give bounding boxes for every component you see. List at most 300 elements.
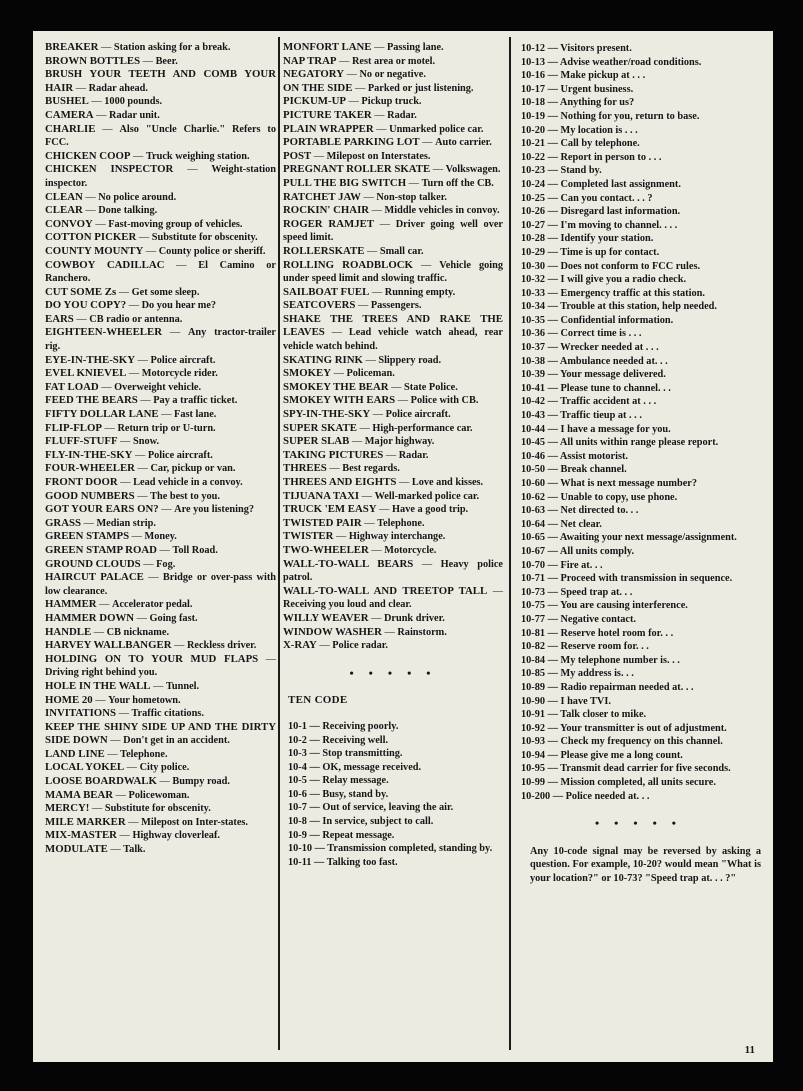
glossary-definition: El Camino or Ranchero. [45, 259, 277, 285]
ten-code-number: 10-28 [521, 233, 546, 245]
ten-code-number: 10-38 [521, 355, 546, 367]
ten-code-entry: 10-23 — Stand by. [521, 165, 602, 177]
ten-code-number: 10-29 [521, 246, 546, 258]
glossary-definition: Major highway. [364, 436, 435, 448]
glossary-term: SUPER SLAB [283, 435, 350, 448]
glossary-definition: No police around. [98, 191, 177, 203]
glossary-definition: Motorcycle rider. [141, 368, 218, 380]
ten-code-footnote: Any 10-code signal may be reversed by asking a question. For example, 10-20? would mean "What is your location?" or 10-73? "Speed trap at. . . ?" [530, 845, 761, 885]
glossary-term: WINDOW WASHER [283, 625, 382, 638]
glossary-definition: Talk. [123, 844, 146, 856]
glossary-entry: CAMERA — Radar unit. [45, 108, 160, 121]
glossary-entry: HAIRCUT PALACE — Bridge or over-pass with low clearance. [45, 571, 276, 597]
glossary-term: ROLLING ROADBLOCK [283, 258, 413, 271]
ten-code-meaning: My location is . . . [560, 124, 638, 136]
ten-code-entry: 10-81 — Reserve hotel room for. . . [521, 627, 674, 639]
ten-code-meaning: Emergency traffic at this station. [560, 287, 705, 299]
glossary-term: SMOKEY WITH EARS [283, 394, 396, 407]
glossary-entry: SAILBOAT FUEL — Running empty. [283, 285, 456, 298]
glossary-entry: SEATCOVERS — Passengers. [283, 299, 422, 312]
ten-code-number: 10-27 [521, 219, 546, 231]
glossary-term: FAT LOAD [45, 380, 99, 393]
ten-code-meaning: Does not conform to FCC rules. [560, 260, 701, 272]
glossary-definition: Love and kisses. [411, 477, 484, 488]
ten-code-meaning: Make pickup at . . . [560, 70, 646, 82]
column-rule-left [278, 37, 280, 1050]
ten-code-meaning: Receiving poorly. [322, 720, 399, 732]
ten-code-entry: 10-10 — Transmission completed, standing by. [288, 843, 493, 855]
glossary-definition: Radar ahead. [88, 82, 148, 94]
glossary-entry: EARS — CB radio or antenna. [45, 312, 183, 325]
glossary-term: HARVEY WALLBANGER [45, 639, 172, 652]
ten-code-meaning: Reserve hotel room for. . . [560, 627, 674, 639]
ten-code-entry: 10-67 — All units comply. [521, 545, 635, 557]
glossary-entry: RATCHET JAW — Non-stop talker. [283, 190, 447, 203]
glossary-term: FIFTY DOLLAR LANE [45, 408, 159, 421]
ten-code-number: 10-64 [521, 518, 546, 530]
glossary-term: HOLDING ON TO YOUR MUD FLAPS [45, 652, 259, 665]
glossary-term: COTTON PICKER [45, 231, 137, 244]
glossary-entry: INVITATIONS — Traffic citations. [45, 707, 204, 720]
glossary-entry: NAP TRAP — Rest area or motel. [283, 54, 436, 67]
ten-code-meaning: Talk closer to mike. [560, 709, 647, 721]
glossary-definition: Milepost on Inter-states. [141, 816, 249, 828]
ten-code-entry: 10-99 — Mission completed, all units secure. [521, 777, 716, 789]
ten-code-meaning: Confidential information. [560, 314, 674, 326]
glossary-entry: PICTURE TAKER — Radar. [283, 108, 417, 121]
glossary-definition: Rest area or motel. [351, 55, 436, 67]
ten-code-number: 10-63 [521, 505, 546, 517]
glossary-entry: FEED THE BEARS — Pay a traffic ticket. [45, 394, 238, 407]
glossary-definition: Pay a traffic ticket. [153, 395, 238, 407]
glossary-entry: WALL-TO-WALL BEARS — Heavy police patrol. [283, 557, 503, 584]
glossary-definition: Substitute for obscenity. [104, 803, 211, 815]
ten-code-number: 10-42 [521, 396, 546, 408]
ten-code-number: 10-99 [521, 777, 546, 789]
ten-code-entry: 10-85 — My address is. . . [521, 668, 634, 680]
ten-code-entry: 10-82 — Reserve room for. . . [521, 641, 649, 653]
ten-code-meaning: Awaiting your next message/assignment. [559, 532, 737, 544]
glossary-term: FLY-IN-THE-SKY [45, 448, 133, 461]
glossary-term: PICKUM-UP [283, 95, 346, 108]
ten-code-entry: 10-200 — Police needed at. . . [521, 790, 650, 802]
glossary-term: SUPER SKATE [283, 421, 357, 434]
glossary-term: PLAIN WRAPPER [283, 122, 374, 135]
glossary-term: LOOSE BOARDWALK [45, 775, 157, 788]
glossary-entry: ROCKIN' CHAIR — Middle vehicles in convoy. [283, 204, 500, 217]
glossary-column-2 [283, 41, 503, 869]
glossary-entry: FLUFF-STUFF — Snow. [45, 435, 160, 448]
glossary-entry: GROUND CLOUDS — Fog. [45, 557, 176, 570]
glossary-definition: Truck weighing station. [145, 150, 250, 162]
ten-code-meaning: Net clear. [560, 518, 602, 530]
ten-code-number: 10-34 [521, 301, 546, 313]
glossary-entry: WILLY WEAVER — Drunk driver. [283, 611, 445, 624]
glossary-term: HOME 20 [45, 693, 93, 706]
glossary-term: MILE MARKER [45, 815, 126, 828]
glossary-entry: TAKING PICTURES — Radar. [283, 448, 429, 461]
ten-code-meaning: Repeat message. [322, 829, 395, 841]
glossary-definition: Beer. [155, 55, 178, 67]
ten-code-meaning: Completed last assignment. [560, 178, 681, 190]
glossary-definition: Police with CB. [410, 395, 479, 407]
ten-code-number: 10-7 [288, 802, 307, 814]
ten-code-number: 10-24 [521, 178, 546, 190]
glossary-entry: WINDOW WASHER — Rainstorm. [283, 625, 447, 638]
ten-code-entry: 10-42 — Traffic accident at . . . [521, 396, 657, 408]
glossary-term: EARS [45, 312, 74, 325]
ten-code-number: 10-200 [521, 790, 551, 802]
glossary-entry: BRUSH YOUR TEETH AND COMB YOUR HAIR — Radar ahead. [45, 68, 276, 94]
glossary-definition: Reckless driver. [186, 640, 257, 652]
glossary-definition: Bumpy road. [172, 776, 230, 788]
glossary-term: X-RAY [283, 639, 317, 652]
glossary-term: CAMERA [45, 108, 94, 121]
glossary-entry: GOOD NUMBERS — The best to you. [45, 489, 220, 502]
glossary-definition: 1000 pounds. [104, 96, 163, 108]
glossary-entry: HOME 20 — Your hometown. [45, 693, 181, 706]
ten-code-entry: 10-45 — All units within range please report. [521, 437, 719, 449]
ten-code-entry: 10-2 — Receiving well. [288, 734, 389, 746]
glossary-term: RATCHET JAW [283, 190, 361, 203]
glossary-entry: EIGHTEEN-WHEELER — Any tractor-trailer rig. [45, 326, 276, 353]
ten-code-meaning: Traffic tieup at . . . [560, 410, 642, 422]
ten-code-meaning: Talking too fast. [326, 856, 398, 868]
glossary-definition: High-performance car. [372, 422, 473, 434]
ten-code-number: 10-70 [521, 559, 546, 571]
ten-code-entry: 10-30 — Does not conform to FCC rules. [521, 260, 701, 272]
ten-code-meaning: Radio repairman needed at. . . [560, 681, 694, 693]
glossary-entry: KEEP THE SHINY SIDE UP AND THE DIRTY SIDE DOWN — Don't get in an accident. [45, 720, 276, 747]
ten-code-number: 10-1 [288, 720, 307, 732]
glossary-entry: FLIP-FLOP — Return trip or U-turn. [45, 421, 216, 434]
glossary-term: EIGHTEEN-WHEELER [45, 326, 162, 339]
ten-code-meaning: Advise weather/road conditions. [559, 56, 702, 68]
glossary-term: WILLY WEAVER [283, 611, 369, 624]
ten-code-entry: 10-65 — Awaiting your next message/assignment. [521, 532, 737, 544]
ten-code-meaning: Visitors present. [560, 43, 632, 54]
ten-code-entry: 10-77 — Negative contact. [521, 613, 636, 625]
ten-code-meaning: Busy, stand by. [322, 788, 389, 800]
ten-code-entry: 10-12 — Visitors present. [521, 43, 632, 54]
glossary-term: THREES AND EIGHTS [283, 476, 397, 488]
ten-code-number: 10-17 [521, 83, 546, 95]
ten-code-meaning: Reserve room for. . . [560, 641, 649, 653]
glossary-entry: THREES AND EIGHTS — Love and kisses. [283, 476, 484, 488]
ten-code-meaning: Transmit dead carrier for five seconds. [560, 763, 731, 775]
glossary-definition: Heavy police patrol. [283, 558, 503, 584]
ten-code-number: 10-5 [288, 775, 307, 787]
ten-code-number: 10-20 [521, 124, 546, 136]
glossary-entry: FRONT DOOR — Lead vehicle in a convoy. [45, 476, 243, 488]
ten-code-number: 10-4 [288, 761, 307, 773]
ten-code-entry: 10-91 — Talk closer to mike. [521, 709, 647, 721]
glossary-definition: Money. [144, 531, 177, 543]
ten-code-meaning: Wrecker needed at . . . [560, 342, 659, 354]
glossary-column-1 [45, 41, 276, 857]
ten-code-number: 10-62 [521, 491, 546, 503]
glossary-entry: SKATING RINK — Slippery road. [283, 353, 442, 366]
glossary-entry: SUPER SLAB — Major highway. [283, 435, 435, 448]
ten-code-entry: 10-8 — In service, subject to call. [288, 816, 434, 828]
glossary-definition: Have a good trip. [392, 504, 469, 516]
glossary-definition: Passengers. [370, 300, 422, 312]
ten-code-entry: 10-24 — Completed last assignment. [521, 178, 681, 190]
glossary-term: FLIP-FLOP [45, 421, 102, 434]
ten-code-entry: 10-94 — Please give me a long count. [521, 749, 683, 761]
glossary-definition: Fog. [156, 558, 176, 570]
glossary-term: INVITATIONS [45, 707, 116, 720]
glossary-entry: MAMA BEAR — Policewoman. [45, 788, 190, 801]
ten-code-entry: 10-73 — Speed trap at. . . [521, 586, 633, 598]
ten-code-number: 10-19 [521, 110, 546, 122]
glossary-definition: Return trip or U-turn. [117, 422, 216, 434]
ten-code-entry: 10-38 — Ambulance needed at. . . [521, 355, 668, 367]
glossary-entry: BROWN BOTTLES — Beer. [45, 54, 178, 67]
ten-code-meaning: Anything for us? [559, 97, 635, 109]
glossary-entry: NEGATORY — No or negative. [283, 68, 426, 81]
glossary-entry: GREEN STAMP ROAD — Toll Road. [45, 543, 218, 556]
ten-code-meaning: Out of service, leaving the air. [322, 802, 454, 814]
ten-code-entry: 10-33 — Emergency traffic at this station. [521, 287, 705, 299]
glossary-entry: MIX-MASTER — Highway cloverleaf. [45, 829, 220, 842]
column-rule-right [509, 37, 511, 1050]
glossary-term: CHICKEN INSPECTOR [45, 163, 174, 176]
ten-code-meaning: Receiving well. [322, 734, 389, 746]
ten-code-number: 10-44 [521, 423, 546, 435]
ten-code-entry: 10-36 — Correct time is . . . [521, 328, 642, 340]
ten-code-meaning: Police needed at. . . [565, 790, 650, 802]
glossary-definition: Fast lane. [174, 409, 217, 421]
glossary-term: ROCKIN' CHAIR [283, 204, 370, 217]
glossary-entry: SMOKEY THE BEAR — State Police. [283, 380, 458, 393]
ten-code-meaning: Relay message. [322, 775, 389, 787]
glossary-definition: Driving right behind you. [45, 667, 158, 679]
ten-code-meaning: Stop transmitting. [322, 748, 403, 760]
glossary-entry: HAMMER DOWN — Going fast. [45, 611, 198, 624]
glossary-entry: CHICKEN COOP — Truck weighing station. [45, 149, 250, 162]
ten-code-entry: 10-63 — Net directed to. . . [521, 505, 639, 517]
glossary-entry: COUNTY MOUNTY — County police or sheriff. [45, 244, 266, 257]
ten-code-number: 10-18 [521, 97, 546, 109]
glossary-entry: SPY-IN-THE-SKY — Police aircraft. [283, 408, 451, 421]
ten-code-meaning: My telephone number is. . . [560, 654, 680, 666]
ten-code-entry: 10-22 — Report in person to . . . [521, 151, 662, 163]
glossary-entry: X-RAY — Police radar. [283, 639, 388, 652]
ten-code-entry: 10-9 — Repeat message. [288, 829, 395, 841]
ten-code-meaning: Speed trap at. . . [560, 586, 633, 598]
ten-code-entry: 10-71 — Proceed with transmission in sequence. [521, 573, 733, 585]
glossary-term: CHARLIE [45, 122, 96, 135]
ten-code-number: 10-22 [521, 151, 546, 163]
ten-code-meaning: Traffic accident at . . . [560, 396, 657, 408]
glossary-entry: TWISTED PAIR — Telephone. [283, 516, 425, 529]
glossary-definition: Turn off the CB. [421, 177, 494, 189]
ten-code-entry: 10-19 — Nothing for you, return to base. [521, 110, 700, 122]
glossary-definition: Radar. [398, 449, 429, 461]
glossary-definition: Police aircraft. [385, 409, 451, 421]
glossary-term: SPY-IN-THE-SKY [283, 408, 371, 421]
glossary-entry: TWO-WHEELER — Motorcycle. [283, 543, 437, 556]
glossary-entry: CLEAR — Done talking. [45, 204, 158, 217]
ten-code-meaning: Net directed to. . . [560, 505, 639, 517]
ten-code-number: 10-60 [521, 478, 546, 489]
glossary-entry: BUSHEL — 1000 pounds. [45, 95, 163, 108]
glossary-term: NAP TRAP [283, 54, 337, 67]
glossary-definition: Toll Road. [172, 544, 218, 556]
ten-code-entry: 10-13 — Advise weather/road conditions. [521, 56, 702, 68]
glossary-term: TWO-WHEELER [283, 543, 369, 556]
glossary-term: COWBOY CADILLAC [45, 258, 165, 271]
glossary-entry: ROGER RAMJET — Driver going well over speed limit. [283, 217, 503, 244]
ten-code-number: 10-77 [521, 613, 546, 625]
glossary-definition: Get some sleep. [131, 286, 200, 298]
glossary-term: MODULATE [45, 843, 108, 856]
glossary-definition: Snow. [133, 436, 160, 448]
glossary-term: DO YOU COPY? [45, 299, 127, 312]
glossary-definition: Bridge or over-pass with low clearance. [45, 572, 276, 597]
glossary-entry: CHICKEN INSPECTOR — Weight-station inspector. [45, 163, 276, 189]
glossary-definition: Also "Uncle Charlie." Refers to FCC. [45, 123, 276, 149]
glossary-entry: WALL-TO-WALL AND TREETOP TALL — Receiving you loud and clear. [283, 584, 503, 611]
glossary-entry: COTTON PICKER — Substitute for obscenity. [45, 231, 258, 244]
glossary-entry: PICKUM-UP — Pickup truck. [283, 95, 422, 108]
glossary-entry: MILE MARKER — Milepost on Inter-states. [45, 815, 249, 828]
glossary-entry: EVEL KNIEVEL — Motorcycle rider. [45, 367, 218, 380]
ten-code-number: 10-39 [521, 369, 546, 381]
glossary-definition: Pickup truck. [361, 96, 422, 108]
ten-code-list-2 [516, 42, 761, 803]
glossary-definition: Station asking for a break. [113, 42, 231, 53]
ten-code-number: 10-36 [521, 328, 546, 340]
ten-code-number: 10-46 [521, 450, 546, 462]
ten-code-number: 10-81 [521, 627, 546, 639]
glossary-entry: DO YOU COPY? — Do you hear me? [45, 299, 217, 312]
ten-code-number: 10-33 [521, 287, 546, 299]
glossary-term: CONVOY [45, 217, 93, 230]
ten-code-number: 10-2 [288, 734, 307, 746]
ten-code-entry: 10-90 — I have TVI. [521, 695, 611, 707]
glossary-definition: Slippery road. [378, 354, 442, 366]
glossary-term: WALL-TO-WALL AND TREETOP TALL [283, 584, 488, 597]
glossary-term: BROWN BOTTLES [45, 54, 141, 67]
ten-code-entry: 10-28 — Identify your station. [521, 233, 654, 245]
glossary-definition: Do you hear me? [141, 300, 217, 312]
ten-code-meaning: Negative contact. [560, 613, 636, 625]
ten-code-entry: 10-27 — I'm moving to channel. . . . [521, 219, 678, 231]
glossary-term: NEGATORY [283, 68, 345, 81]
ten-code-meaning: Your transmitter is out of adjustment. [560, 722, 727, 734]
ten-code-entry: 10-17 — Urgent business. [521, 83, 634, 95]
ten-code-number: 10-12 [521, 43, 546, 54]
glossary-entry: TIJUANA TAXI — Well-marked police car. [283, 489, 480, 502]
glossary-definition: Fast-moving group of vehicles. [108, 218, 243, 230]
glossary-entry: FLY-IN-THE-SKY — Police aircraft. [45, 448, 213, 461]
glossary-entry: FAT LOAD — Overweight vehicle. [45, 380, 202, 393]
glossary-term: GOOD NUMBERS [45, 489, 135, 502]
glossary-definition: Non-stop talker. [376, 191, 447, 203]
glossary-entry: LOCAL YOKEL — City police. [45, 761, 190, 774]
glossary-term: MONFORT LANE [283, 41, 372, 53]
glossary-term: FEED THE BEARS [45, 394, 138, 407]
glossary-term: HANDLE [45, 625, 92, 638]
ten-code-number: 10-93 [521, 736, 546, 748]
glossary-term: SHAKE THE TREES AND RAKE THE LEAVES [283, 312, 503, 339]
ten-code-meaning: Call by telephone. [560, 138, 640, 150]
glossary-term: GRASS [45, 516, 82, 529]
ten-code-entry: 10-32 — I will give you a radio check. [521, 274, 687, 286]
glossary-entry: BREAKER — Station asking for a break. [45, 41, 231, 53]
glossary-term: TRUCK 'EM EASY [283, 503, 377, 516]
glossary-term: GREEN STAMP ROAD [45, 543, 157, 556]
glossary-entry: PULL THE BIG SWITCH — Turn off the CB. [283, 176, 494, 189]
ten-code-number: 10-25 [521, 192, 546, 204]
glossary-definition: Well-marked police car. [374, 490, 480, 502]
glossary-definition: Your hometown. [108, 694, 181, 706]
section-separator-2: • • • • • [594, 816, 682, 831]
ten-code-entry: 10-7 — Out of service, leaving the air. [288, 802, 454, 814]
ten-code-entry: 10-1 — Receiving poorly. [288, 720, 399, 732]
glossary-term: BUSHEL [45, 95, 89, 108]
glossary-definition: Median strip. [96, 517, 156, 529]
glossary-entry: PREGNANT ROLLER SKATE — Volkswagen. [283, 163, 501, 176]
glossary-term: CLEAR [45, 204, 83, 217]
glossary-entry: TWISTER — Highway interchange. [283, 530, 446, 543]
ten-code-entry: 10-3 — Stop transmitting. [288, 748, 403, 760]
ten-code-number: 10-21 [521, 138, 546, 150]
glossary-term: GOT YOUR EARS ON? [45, 503, 159, 516]
glossary-definition: State Police. [404, 381, 458, 393]
ten-code-entry: 10-6 — Busy, stand by. [288, 788, 389, 800]
ten-code-meaning: Mission completed, all units secure. [560, 777, 716, 789]
ten-code-meaning: I have a message for you. [560, 423, 671, 435]
ten-code-number: 10-75 [521, 600, 546, 612]
ten-code-meaning: I have TVI. [560, 695, 611, 707]
glossary-definition: Car, pickup or van. [150, 463, 236, 475]
ten-code-number: 10-26 [521, 206, 546, 218]
glossary-definition: Motorcycle. [384, 544, 437, 556]
glossary-definition: Policewoman. [128, 789, 190, 801]
glossary-term: SMOKEY [283, 367, 331, 380]
ten-code-heading: TEN CODE [288, 694, 348, 707]
ten-code-number: 10-16 [521, 70, 546, 82]
ten-code-entry: 10-39 — Your message delivered. [521, 369, 666, 381]
glossary-entry: FOUR-WHEELER — Car, pickup or van. [45, 462, 236, 475]
glossary-entry: CLEAN — No police around. [45, 190, 177, 203]
ten-code-entry: 10-64 — Net clear. [521, 518, 602, 530]
glossary-definition: Weight-station inspector. [45, 164, 276, 189]
ten-code-number: 10-3 [288, 748, 307, 760]
glossary-term: EYE-IN-THE-SKY [45, 353, 135, 366]
ten-code-entry: 10-62 — Unable to copy, use phone. [521, 491, 678, 503]
glossary-entry: SMOKEY — Policeman. [283, 367, 395, 380]
ten-code-number: 10-92 [521, 722, 546, 734]
ten-code-number: 10-89 [521, 681, 546, 693]
glossary-definition: Lead vehicle watch ahead, rear vehicle watch behind. [283, 327, 503, 353]
ten-code-number: 10-32 [521, 274, 546, 286]
glossary-definition: Middle vehicles in convoy. [384, 205, 500, 217]
glossary-definition: Rainstorm. [397, 626, 447, 638]
glossary-definition: No or negative. [359, 69, 426, 81]
ten-code-number: 10-67 [521, 545, 546, 557]
ten-code-meaning: Fire at. . . [560, 559, 603, 571]
glossary-term: MIX-MASTER [45, 829, 117, 842]
glossary-definition: Receiving you loud and clear. [283, 599, 412, 611]
ten-code-entry: 10-95 — Transmit dead carrier for five seconds. [521, 763, 731, 775]
glossary-entry: HOLE IN THE WALL — Tunnel. [45, 679, 200, 692]
glossary-definition: Drunk driver. [383, 612, 445, 624]
ten-code-list-1 [283, 720, 503, 870]
